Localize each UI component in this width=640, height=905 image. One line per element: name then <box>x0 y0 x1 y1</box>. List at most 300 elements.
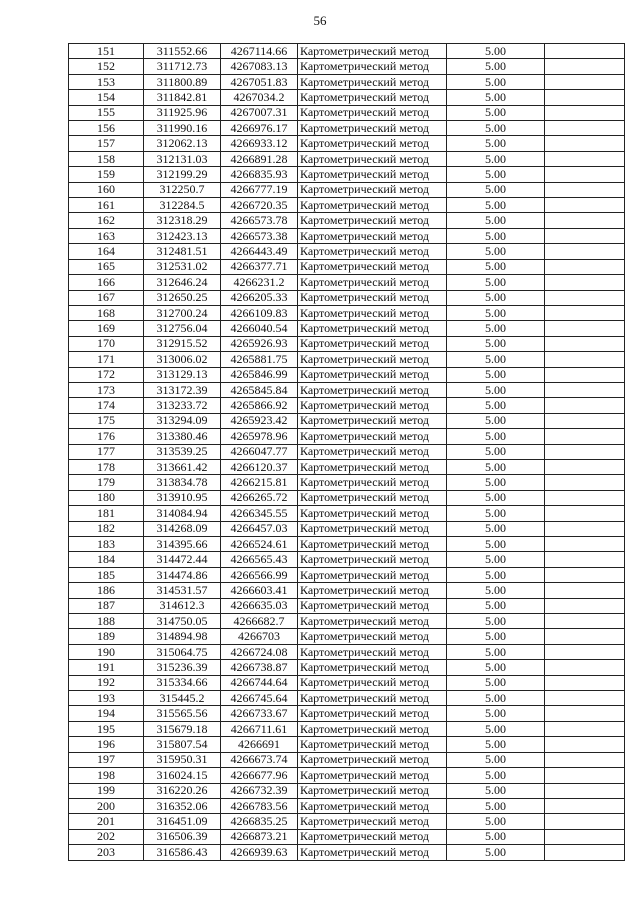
precision-cell: 5.00 <box>447 567 545 582</box>
extra-cell <box>545 567 625 582</box>
table-row <box>69 429 625 444</box>
precision-cell: 5.00 <box>447 429 545 444</box>
point-number-cell: 188 <box>69 614 144 629</box>
extra-cell <box>545 105 625 120</box>
extra-cell <box>545 706 625 721</box>
extra-cell <box>545 629 625 644</box>
table-row <box>69 660 625 675</box>
x-coordinate-cell: 311990.16 <box>144 121 221 136</box>
coordinates-table <box>68 43 625 861</box>
x-coordinate-cell: 312646.24 <box>144 275 221 290</box>
point-number-cell: 196 <box>69 737 144 752</box>
y-coordinate-cell: 4266745.64 <box>221 691 298 706</box>
y-coordinate-cell: 4266040.54 <box>221 321 298 336</box>
table-row <box>69 444 625 459</box>
x-coordinate-cell: 313233.72 <box>144 398 221 413</box>
point-number-cell: 194 <box>69 706 144 721</box>
point-number-cell: 167 <box>69 290 144 305</box>
method-cell: Картометрический метод <box>298 305 447 320</box>
table-row <box>69 198 625 213</box>
x-coordinate-cell: 314531.57 <box>144 583 221 598</box>
extra-cell <box>545 90 625 105</box>
precision-cell: 5.00 <box>447 367 545 382</box>
coordinates-table-body <box>69 44 625 861</box>
x-coordinate-cell: 311925.96 <box>144 105 221 120</box>
y-coordinate-cell: 4266783.56 <box>221 798 298 813</box>
point-number-cell: 183 <box>69 537 144 552</box>
y-coordinate-cell: 4266738.87 <box>221 660 298 675</box>
precision-cell: 5.00 <box>447 506 545 521</box>
table-row <box>69 521 625 536</box>
x-coordinate-cell: 316220.26 <box>144 783 221 798</box>
point-number-cell: 168 <box>69 305 144 320</box>
x-coordinate-cell: 313172.39 <box>144 382 221 397</box>
x-coordinate-cell: 314268.09 <box>144 521 221 536</box>
point-number-cell: 202 <box>69 829 144 844</box>
extra-cell <box>545 459 625 474</box>
y-coordinate-cell: 4266677.96 <box>221 768 298 783</box>
precision-cell: 5.00 <box>447 74 545 89</box>
y-coordinate-cell: 4266939.63 <box>221 845 298 860</box>
x-coordinate-cell: 313129.13 <box>144 367 221 382</box>
method-cell: Картометрический метод <box>298 721 447 736</box>
point-number-cell: 154 <box>69 90 144 105</box>
table-row <box>69 459 625 474</box>
table-row <box>69 259 625 274</box>
method-cell: Картометрический метод <box>298 737 447 752</box>
y-coordinate-cell: 4266457.03 <box>221 521 298 536</box>
precision-cell: 5.00 <box>447 213 545 228</box>
table-row <box>69 290 625 305</box>
method-cell: Картометрический метод <box>298 413 447 428</box>
y-coordinate-cell: 4266891.28 <box>221 151 298 166</box>
table-row <box>69 675 625 690</box>
table-row <box>69 490 625 505</box>
extra-cell <box>545 121 625 136</box>
method-cell: Картометрический метод <box>298 228 447 243</box>
point-number-cell: 152 <box>69 59 144 74</box>
point-number-cell: 185 <box>69 567 144 582</box>
x-coordinate-cell: 314472.44 <box>144 552 221 567</box>
method-cell: Картометрический метод <box>298 213 447 228</box>
x-coordinate-cell: 316024.15 <box>144 768 221 783</box>
table-row <box>69 367 625 382</box>
x-coordinate-cell: 315445.2 <box>144 691 221 706</box>
extra-cell <box>545 321 625 336</box>
point-number-cell: 174 <box>69 398 144 413</box>
precision-cell: 5.00 <box>447 814 545 829</box>
x-coordinate-cell: 313380.46 <box>144 429 221 444</box>
y-coordinate-cell: 4266703 <box>221 629 298 644</box>
x-coordinate-cell: 315565.56 <box>144 706 221 721</box>
y-coordinate-cell: 4266711.61 <box>221 721 298 736</box>
precision-cell: 5.00 <box>447 521 545 536</box>
y-coordinate-cell: 4266744.64 <box>221 675 298 690</box>
method-cell: Картометрический метод <box>298 429 447 444</box>
x-coordinate-cell: 315064.75 <box>144 644 221 659</box>
extra-cell <box>545 275 625 290</box>
precision-cell: 5.00 <box>447 798 545 813</box>
x-coordinate-cell: 314474.86 <box>144 567 221 582</box>
point-number-cell: 198 <box>69 768 144 783</box>
x-coordinate-cell: 312318.29 <box>144 213 221 228</box>
x-coordinate-cell: 314395.66 <box>144 537 221 552</box>
point-number-cell: 195 <box>69 721 144 736</box>
table-row <box>69 182 625 197</box>
precision-cell: 5.00 <box>447 105 545 120</box>
x-coordinate-cell: 313834.78 <box>144 475 221 490</box>
page-number: 56 <box>313 13 327 28</box>
extra-cell <box>545 398 625 413</box>
table-row <box>69 752 625 767</box>
method-cell: Картометрический метод <box>298 829 447 844</box>
table-row <box>69 537 625 552</box>
point-number-cell: 160 <box>69 182 144 197</box>
point-number-cell: 153 <box>69 74 144 89</box>
y-coordinate-cell: 4265923.42 <box>221 413 298 428</box>
method-cell: Картометрический метод <box>298 198 447 213</box>
precision-cell: 5.00 <box>447 167 545 182</box>
extra-cell <box>545 814 625 829</box>
table-row <box>69 829 625 844</box>
extra-cell <box>545 352 625 367</box>
table-row <box>69 228 625 243</box>
method-cell: Картометрический метод <box>298 644 447 659</box>
precision-cell: 5.00 <box>447 352 545 367</box>
precision-cell: 5.00 <box>447 151 545 166</box>
extra-cell <box>545 598 625 613</box>
x-coordinate-cell: 316586.43 <box>144 845 221 860</box>
y-coordinate-cell: 4266673.74 <box>221 752 298 767</box>
x-coordinate-cell: 312423.13 <box>144 228 221 243</box>
extra-cell <box>545 691 625 706</box>
method-cell: Картометрический метод <box>298 182 447 197</box>
table-row <box>69 814 625 829</box>
method-cell: Картометрический метод <box>298 506 447 521</box>
point-number-cell: 163 <box>69 228 144 243</box>
extra-cell <box>545 167 625 182</box>
precision-cell: 5.00 <box>447 136 545 151</box>
table-row <box>69 475 625 490</box>
precision-cell: 5.00 <box>447 768 545 783</box>
table-row <box>69 244 625 259</box>
point-number-cell: 197 <box>69 752 144 767</box>
precision-cell: 5.00 <box>447 259 545 274</box>
precision-cell: 5.00 <box>447 644 545 659</box>
extra-cell <box>545 752 625 767</box>
method-cell: Картометрический метод <box>298 521 447 536</box>
x-coordinate-cell: 312650.25 <box>144 290 221 305</box>
y-coordinate-cell: 4266565.43 <box>221 552 298 567</box>
x-coordinate-cell: 312756.04 <box>144 321 221 336</box>
point-number-cell: 182 <box>69 521 144 536</box>
point-number-cell: 155 <box>69 105 144 120</box>
extra-cell <box>545 675 625 690</box>
x-coordinate-cell: 312250.7 <box>144 182 221 197</box>
precision-cell: 5.00 <box>447 598 545 613</box>
table-row <box>69 321 625 336</box>
precision-cell: 5.00 <box>447 121 545 136</box>
method-cell: Картометрический метод <box>298 552 447 567</box>
table-row <box>69 121 625 136</box>
extra-cell <box>545 259 625 274</box>
point-number-cell: 186 <box>69 583 144 598</box>
precision-cell: 5.00 <box>447 829 545 844</box>
y-coordinate-cell: 4266835.93 <box>221 167 298 182</box>
method-cell: Картометрический метод <box>298 768 447 783</box>
point-number-cell: 171 <box>69 352 144 367</box>
point-number-cell: 156 <box>69 121 144 136</box>
precision-cell: 5.00 <box>447 228 545 243</box>
y-coordinate-cell: 4266524.61 <box>221 537 298 552</box>
method-cell: Картометрический метод <box>298 336 447 351</box>
y-coordinate-cell: 4266377.71 <box>221 259 298 274</box>
x-coordinate-cell: 314612.3 <box>144 598 221 613</box>
y-coordinate-cell: 4267007.31 <box>221 105 298 120</box>
method-cell: Картометрический метод <box>298 706 447 721</box>
y-coordinate-cell: 4266231.2 <box>221 275 298 290</box>
method-cell: Картометрический метод <box>298 691 447 706</box>
table-row <box>69 768 625 783</box>
method-cell: Картометрический метод <box>298 367 447 382</box>
y-coordinate-cell: 4267051.83 <box>221 74 298 89</box>
precision-cell: 5.00 <box>447 752 545 767</box>
point-number-cell: 157 <box>69 136 144 151</box>
y-coordinate-cell: 4267034.2 <box>221 90 298 105</box>
y-coordinate-cell: 4266443.49 <box>221 244 298 259</box>
extra-cell <box>545 521 625 536</box>
extra-cell <box>545 845 625 860</box>
point-number-cell: 176 <box>69 429 144 444</box>
precision-cell: 5.00 <box>447 198 545 213</box>
method-cell: Картометрический метод <box>298 675 447 690</box>
point-number-cell: 172 <box>69 367 144 382</box>
y-coordinate-cell: 4266635.03 <box>221 598 298 613</box>
y-coordinate-cell: 4266345.55 <box>221 506 298 521</box>
extra-cell <box>545 336 625 351</box>
table-row <box>69 629 625 644</box>
table-row <box>69 305 625 320</box>
y-coordinate-cell: 4266933.12 <box>221 136 298 151</box>
table-row <box>69 691 625 706</box>
method-cell: Картометрический метод <box>298 567 447 582</box>
method-cell: Картометрический метод <box>298 151 447 166</box>
method-cell: Картометрический метод <box>298 783 447 798</box>
y-coordinate-cell: 4266265.72 <box>221 490 298 505</box>
precision-cell: 5.00 <box>447 660 545 675</box>
table-row <box>69 567 625 582</box>
extra-cell <box>545 382 625 397</box>
x-coordinate-cell: 312284.5 <box>144 198 221 213</box>
precision-cell: 5.00 <box>447 382 545 397</box>
method-cell: Картометрический метод <box>298 167 447 182</box>
y-coordinate-cell: 4265926.93 <box>221 336 298 351</box>
method-cell: Картометрический метод <box>298 583 447 598</box>
precision-cell: 5.00 <box>447 90 545 105</box>
point-number-cell: 192 <box>69 675 144 690</box>
table-row <box>69 552 625 567</box>
y-coordinate-cell: 4266573.38 <box>221 228 298 243</box>
extra-cell <box>545 413 625 428</box>
y-coordinate-cell: 4266682.7 <box>221 614 298 629</box>
table-row <box>69 721 625 736</box>
point-number-cell: 175 <box>69 413 144 428</box>
method-cell: Картометрический метод <box>298 275 447 290</box>
method-cell: Картометрический метод <box>298 798 447 813</box>
table-row <box>69 845 625 860</box>
extra-cell <box>545 737 625 752</box>
extra-cell <box>545 290 625 305</box>
x-coordinate-cell: 311552.66 <box>144 44 221 59</box>
y-coordinate-cell: 4266733.67 <box>221 706 298 721</box>
point-number-cell: 200 <box>69 798 144 813</box>
point-number-cell: 151 <box>69 44 144 59</box>
point-number-cell: 162 <box>69 213 144 228</box>
x-coordinate-cell: 315807.54 <box>144 737 221 752</box>
y-coordinate-cell: 4266215.81 <box>221 475 298 490</box>
extra-cell <box>545 213 625 228</box>
x-coordinate-cell: 314084.94 <box>144 506 221 521</box>
extra-cell <box>545 59 625 74</box>
y-coordinate-cell: 4266732.39 <box>221 783 298 798</box>
point-number-cell: 189 <box>69 629 144 644</box>
table-row <box>69 352 625 367</box>
method-cell: Картометрический метод <box>298 259 447 274</box>
x-coordinate-cell: 315236.39 <box>144 660 221 675</box>
x-coordinate-cell: 314750.05 <box>144 614 221 629</box>
table-row <box>69 151 625 166</box>
extra-cell <box>545 537 625 552</box>
precision-cell: 5.00 <box>447 244 545 259</box>
point-number-cell: 184 <box>69 552 144 567</box>
extra-cell <box>545 305 625 320</box>
x-coordinate-cell: 311800.89 <box>144 74 221 89</box>
y-coordinate-cell: 4266566.99 <box>221 567 298 582</box>
point-number-cell: 199 <box>69 783 144 798</box>
extra-cell <box>545 506 625 521</box>
precision-cell: 5.00 <box>447 444 545 459</box>
x-coordinate-cell: 312700.24 <box>144 305 221 320</box>
y-coordinate-cell: 4267083.13 <box>221 59 298 74</box>
method-cell: Картометрический метод <box>298 490 447 505</box>
extra-cell <box>545 829 625 844</box>
point-number-cell: 169 <box>69 321 144 336</box>
y-coordinate-cell: 4265866.92 <box>221 398 298 413</box>
precision-cell: 5.00 <box>447 413 545 428</box>
x-coordinate-cell: 316506.39 <box>144 829 221 844</box>
extra-cell <box>545 429 625 444</box>
table-row <box>69 382 625 397</box>
method-cell: Картометрический метод <box>298 244 447 259</box>
method-cell: Картометрический метод <box>298 614 447 629</box>
table-row <box>69 798 625 813</box>
x-coordinate-cell: 313294.09 <box>144 413 221 428</box>
method-cell: Картометрический метод <box>298 814 447 829</box>
precision-cell: 5.00 <box>447 59 545 74</box>
point-number-cell: 165 <box>69 259 144 274</box>
table-row <box>69 783 625 798</box>
precision-cell: 5.00 <box>447 721 545 736</box>
method-cell: Картометрический метод <box>298 59 447 74</box>
extra-cell <box>545 228 625 243</box>
method-cell: Картометрический метод <box>298 290 447 305</box>
method-cell: Картометрический метод <box>298 845 447 860</box>
method-cell: Картометрический метод <box>298 90 447 105</box>
extra-cell <box>545 644 625 659</box>
precision-cell: 5.00 <box>447 275 545 290</box>
method-cell: Картометрический метод <box>298 475 447 490</box>
extra-cell <box>545 768 625 783</box>
precision-cell: 5.00 <box>447 305 545 320</box>
table-row <box>69 59 625 74</box>
precision-cell: 5.00 <box>447 691 545 706</box>
table-row <box>69 213 625 228</box>
y-coordinate-cell: 4266205.33 <box>221 290 298 305</box>
extra-cell <box>545 798 625 813</box>
x-coordinate-cell: 312199.29 <box>144 167 221 182</box>
point-number-cell: 190 <box>69 644 144 659</box>
table-row <box>69 413 625 428</box>
table-row <box>69 644 625 659</box>
point-number-cell: 187 <box>69 598 144 613</box>
point-number-cell: 164 <box>69 244 144 259</box>
table-row <box>69 74 625 89</box>
extra-cell <box>545 244 625 259</box>
table-row <box>69 44 625 59</box>
y-coordinate-cell: 4266777.19 <box>221 182 298 197</box>
y-coordinate-cell: 4266120.37 <box>221 459 298 474</box>
y-coordinate-cell: 4266691 <box>221 737 298 752</box>
x-coordinate-cell: 311842.81 <box>144 90 221 105</box>
y-coordinate-cell: 4265978.96 <box>221 429 298 444</box>
y-coordinate-cell: 4266109.83 <box>221 305 298 320</box>
y-coordinate-cell: 4266976.17 <box>221 121 298 136</box>
point-number-cell: 173 <box>69 382 144 397</box>
method-cell: Картометрический метод <box>298 537 447 552</box>
precision-cell: 5.00 <box>447 182 545 197</box>
method-cell: Картометрический метод <box>298 121 447 136</box>
x-coordinate-cell: 315679.18 <box>144 721 221 736</box>
y-coordinate-cell: 4266047.77 <box>221 444 298 459</box>
x-coordinate-cell: 313661.42 <box>144 459 221 474</box>
point-number-cell: 159 <box>69 167 144 182</box>
x-coordinate-cell: 312915.52 <box>144 336 221 351</box>
method-cell: Картометрический метод <box>298 398 447 413</box>
x-coordinate-cell: 316352.06 <box>144 798 221 813</box>
method-cell: Картометрический метод <box>298 598 447 613</box>
extra-cell <box>545 182 625 197</box>
precision-cell: 5.00 <box>447 706 545 721</box>
table-row <box>69 105 625 120</box>
table-row <box>69 737 625 752</box>
table-row <box>69 598 625 613</box>
method-cell: Картометрический метод <box>298 105 447 120</box>
method-cell: Картометрический метод <box>298 459 447 474</box>
extra-cell <box>545 136 625 151</box>
precision-cell: 5.00 <box>447 459 545 474</box>
y-coordinate-cell: 4265881.75 <box>221 352 298 367</box>
y-coordinate-cell: 4267114.66 <box>221 44 298 59</box>
x-coordinate-cell: 313910.95 <box>144 490 221 505</box>
method-cell: Картометрический метод <box>298 321 447 336</box>
extra-cell <box>545 583 625 598</box>
point-number-cell: 181 <box>69 506 144 521</box>
precision-cell: 5.00 <box>447 336 545 351</box>
extra-cell <box>545 783 625 798</box>
point-number-cell: 170 <box>69 336 144 351</box>
y-coordinate-cell: 4266873.21 <box>221 829 298 844</box>
extra-cell <box>545 614 625 629</box>
